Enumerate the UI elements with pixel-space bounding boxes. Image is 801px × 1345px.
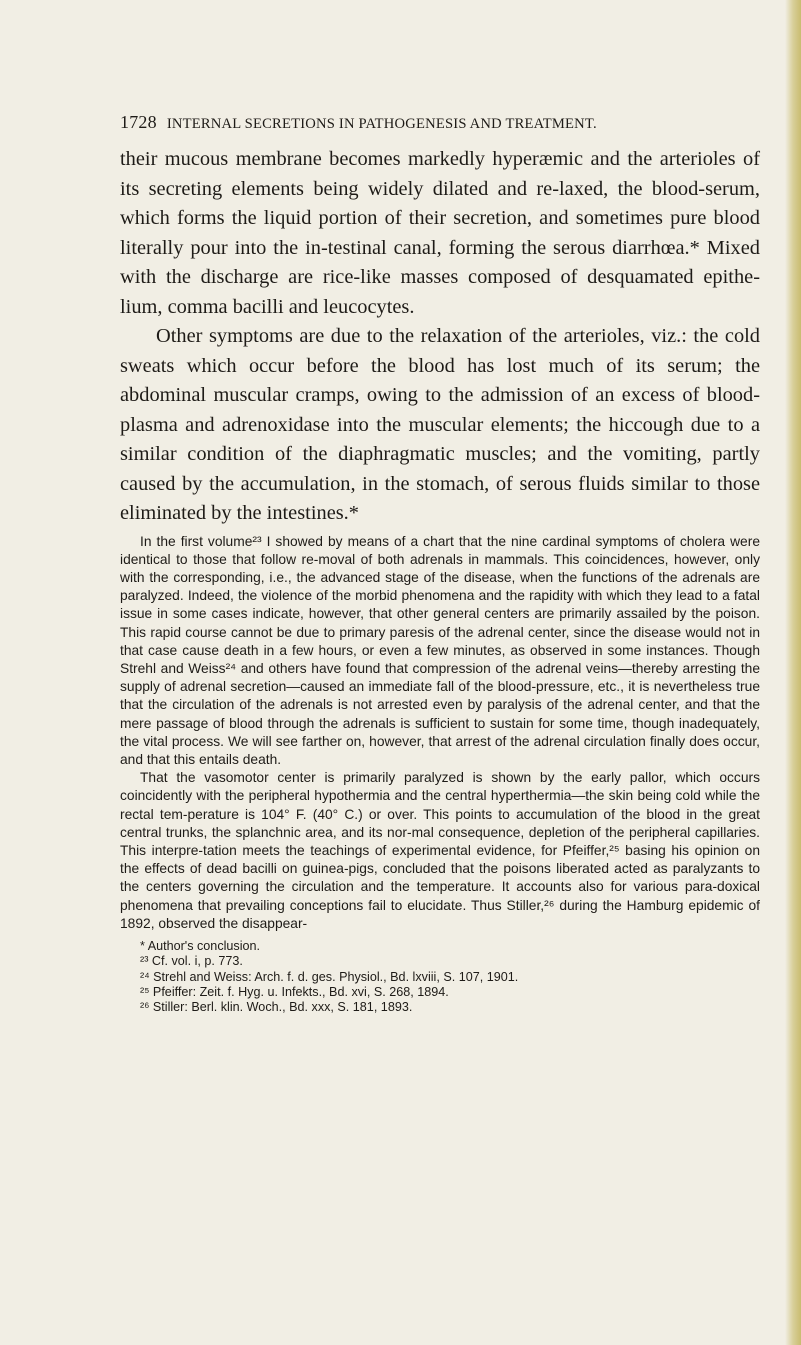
footnote-author: * Author's conclusion. xyxy=(140,938,261,953)
book-page xyxy=(120,112,760,1015)
running-title: INTERNAL SECRETIONS IN PATHOGENESIS AND TREATMENT. xyxy=(166,116,597,132)
body-paragraph-2: Other symptoms are due to the relaxation of the arterioles, viz.: the cold sweats which occur before the blood has lost much of its serum; the abdominal muscular cramps, owing to the admission of an excess of blood-plasma and adrenoxidase into the muscular elements; the hiccough due to a similar condition of the diaphragmatic muscles; and the vomiting, partly caused by the accumulation, in the stomach, of serous fluids similar to those eliminated by the intestines.* xyxy=(120,325,760,524)
footnote-23: ²³ Cf. vol. i, p. 773. xyxy=(140,954,243,969)
body-paragraph-1: their mucous membrane becomes markedly hyperæmic and the arterioles of its secreting elements being widely dilated and re-laxed, the blood-serum, which forms the liquid portion of their secretion, and sometimes pure blood literally pour into the in-testinal canal, forming the serous diarrhœa.* Mixed with the discharge are rice-like masses composed of desquamated epithe-lium, comma bacilli and leucocytes. xyxy=(120,148,760,318)
page-number: 1728 xyxy=(120,112,157,132)
running-header xyxy=(120,112,760,133)
footnote-24: ²⁴ Strehl and Weiss: Arch. f. d. ges. Physiol., Bd. lxviii, S. 107, 1901. xyxy=(140,969,519,984)
footnotes xyxy=(120,939,760,1015)
page-edge-shading xyxy=(785,0,801,1345)
small-print-paragraph-1: In the first volume²³ I showed by means of a chart that the nine cardinal symptoms of cholera were identical to those that follow re-moval of both adrenals in mammals. This coincidences, however, only with the corresponding, i.e., the advanced stage of the disease, when the functions of the adrenals are paralyzed. Indeed, the violence of the morbid phenomena and the rapidity with which they lead to a fatal issue in some cases indicate, however, that other general centers are primarily assailed by the poison. This rapid course cannot be due to primary paresis of the adrenal center, since the disease would not in that case cause death in a few hours, or even a few minutes, as observed in some instances. Though Strehl and Weiss²⁴ and others have found that compression of the adrenal veins—thereby arresting the supply of adrenal secretion—caused an immediate fall of the blood-pressure, etc., it is nevertheless true that the circulation of the adrenals is not arrested even by paralysis of the adrenal center, and that the mere passage of blood through the adrenals is sufficient to sustain for some time, though inadequately, the vital process. We will see farther on, however, that arrest of the adrenal circulation finally does occur, and that this entails death. xyxy=(120,533,760,767)
footnote-25: ²⁵ Pfeiffer: Zeit. f. Hyg. u. Infekts., Bd. xvi, S. 268, 1894. xyxy=(140,984,449,999)
footnote-26: ²⁶ Stiller: Berl. klin. Woch., Bd. xxx, S. 181, 1893. xyxy=(140,1000,413,1015)
small-print-paragraph-2: That the vasomotor center is primarily paralyzed is shown by the early pallor, which occurs coincidently with the peripheral hypothermia and the central hyperthermia—the skin being cold while the rectal tem-perature is 104° F. (40° C.) or over. This points to accumulation of the blood in the great central trunks, the splanchnic area, and its nor-mal consequence, depletion of the peripheral capillaries. This interpre-tation meets the teachings of experimental evidence, for Pfeiffer,²⁵ basing his opinion on the effects of dead bacilli on guinea-pigs, concluded that the poisons liberated acted as paralyzants to the centers governing the circulation and the temperature. It accounts also for various para-doxical phenomena that prevailing conceptions fail to elucidate. Thus Stiller,²⁶ during the Hamburg epidemic of 1892, observed the disappear- xyxy=(120,770,760,931)
